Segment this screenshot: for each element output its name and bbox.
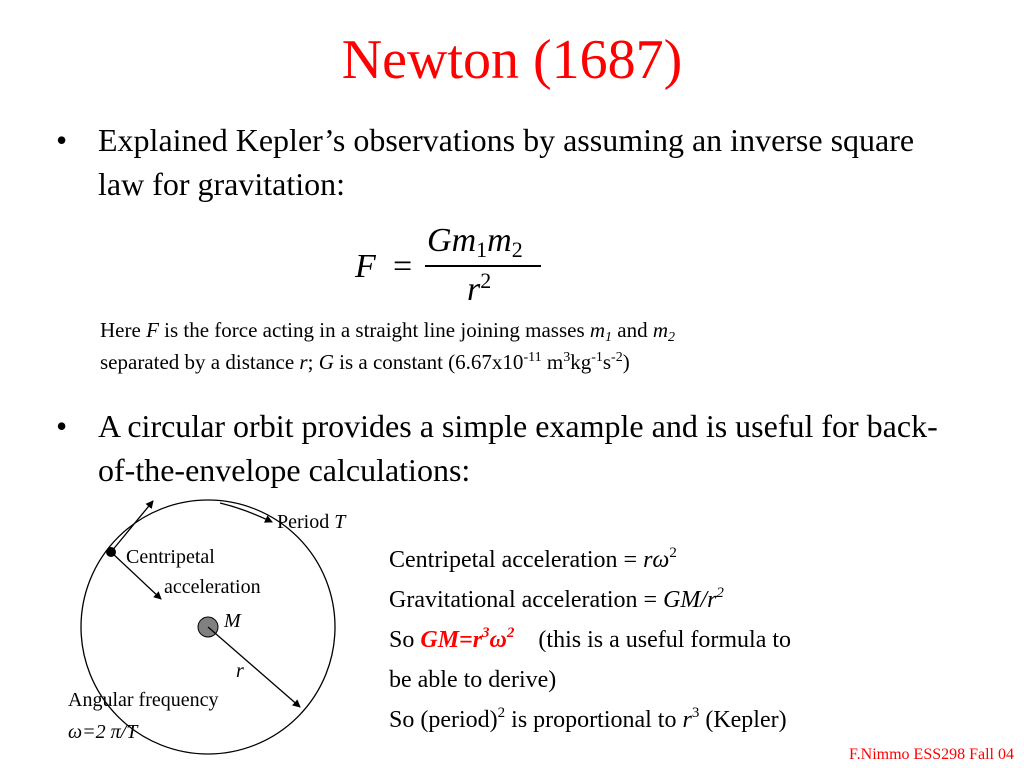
rel-text: So (period) bbox=[389, 707, 498, 733]
period-label bbox=[277, 511, 345, 533]
gm-formula-a: GM=r bbox=[420, 627, 483, 653]
bullet-symbol: • bbox=[56, 122, 68, 158]
rel-GM-r: GM/r bbox=[663, 587, 717, 613]
note-exp: -1 bbox=[591, 350, 603, 365]
note-exp: 3 bbox=[563, 350, 571, 365]
formula-numerator bbox=[427, 222, 523, 263]
circular-orbit-diagram bbox=[60, 495, 380, 755]
gm-formula-line bbox=[389, 620, 989, 660]
centripetal-acceleration-line bbox=[389, 540, 989, 580]
note-text: separated by a distance bbox=[100, 350, 300, 374]
formula-r-exp: 2 bbox=[480, 268, 492, 293]
note-text: is a constant (6.67x10 bbox=[333, 350, 524, 374]
radius-r: r bbox=[236, 660, 244, 682]
formula-equals: = bbox=[393, 248, 413, 285]
derive-line: be able to derive) bbox=[389, 667, 557, 693]
rel-text: So bbox=[389, 627, 421, 653]
note-var-r: r bbox=[299, 350, 308, 374]
note-text: and bbox=[612, 318, 653, 342]
note-var-m1: m bbox=[589, 318, 606, 342]
note-text: is the force acting in a straight line joining masses bbox=[158, 318, 590, 342]
rel-r: r bbox=[643, 547, 653, 573]
formula-sub1: 1 bbox=[476, 237, 488, 262]
rel-exp: 2 bbox=[497, 705, 506, 721]
omega-formula-label bbox=[68, 721, 137, 743]
gm-formula-omega: ω bbox=[489, 627, 507, 653]
slide-title: Newton (1687) bbox=[341, 29, 683, 91]
note-text: kg bbox=[570, 350, 592, 374]
bullet-text: A circular orbit provides a simple example and is useful for back-of-the-envelope calculations: bbox=[98, 408, 938, 488]
rel-text: (Kepler) bbox=[699, 707, 787, 733]
formula-G: G bbox=[427, 222, 452, 259]
rel-exp: 2 bbox=[716, 585, 724, 601]
radius-line bbox=[208, 627, 300, 707]
period-T: T bbox=[334, 511, 346, 533]
gravitation-formula bbox=[355, 222, 555, 312]
rel-text: Centripetal acceleration = bbox=[389, 547, 644, 573]
note-exp: -11 bbox=[523, 350, 542, 365]
mass-label bbox=[224, 610, 241, 632]
note-text: ; bbox=[307, 350, 319, 374]
orbit-svg bbox=[60, 495, 380, 755]
note-var-F: F bbox=[146, 318, 159, 342]
acceleration-label: acceleration bbox=[164, 576, 261, 598]
formula-explanation bbox=[100, 314, 920, 378]
formula-denominator bbox=[467, 268, 491, 309]
orbit-relations bbox=[389, 540, 989, 740]
bullet-circular-orbit bbox=[56, 404, 956, 494]
rel-omega: ω bbox=[652, 547, 670, 573]
gravitational-acceleration-line bbox=[389, 580, 989, 620]
note-sub: 1 bbox=[605, 330, 613, 345]
rel-exp: 2 bbox=[669, 545, 677, 561]
formula-sub2: 2 bbox=[511, 237, 523, 262]
note-text: ) bbox=[622, 350, 630, 374]
note-text: s bbox=[602, 350, 612, 374]
rel-text: is proportional to bbox=[505, 707, 683, 733]
formula-m2: m bbox=[487, 222, 512, 259]
omega-formula: ω=2 π/T bbox=[68, 721, 138, 743]
gm-formula-exp: 3 bbox=[482, 625, 490, 641]
note-var-m2: m bbox=[652, 318, 669, 342]
formula-force: F bbox=[355, 248, 376, 285]
velocity-arrow bbox=[111, 501, 153, 552]
gm-formula-exp: 2 bbox=[506, 625, 515, 641]
bullet-inverse-square bbox=[56, 118, 956, 208]
centripetal-label: Centripetal bbox=[126, 546, 215, 568]
note-sub: 2 bbox=[668, 330, 676, 345]
formula-m1: m bbox=[451, 222, 477, 259]
rel-exp: 3 bbox=[691, 705, 700, 721]
note-text: Here bbox=[100, 318, 147, 342]
radius-label bbox=[236, 660, 244, 682]
note-exp: -2 bbox=[611, 350, 623, 365]
fraction-bar bbox=[425, 265, 541, 267]
rel-text: (this is a useful formula to bbox=[514, 627, 792, 653]
bullet-symbol: • bbox=[56, 408, 68, 444]
rel-r: r bbox=[682, 707, 692, 733]
mass-M: M bbox=[224, 610, 241, 632]
period-text: Period bbox=[277, 511, 335, 533]
slide-footer: F.Nimmo ESS298 Fall 04 bbox=[849, 746, 1014, 763]
rel-text: Gravitational acceleration = bbox=[389, 587, 664, 613]
note-var-G: G bbox=[318, 350, 334, 374]
note-text: m bbox=[541, 350, 564, 374]
angular-frequency-label: Angular frequency bbox=[68, 689, 219, 711]
gm-formula-highlight bbox=[420, 627, 514, 653]
kepler-line bbox=[389, 700, 989, 740]
bullet-text: Explained Kepler’s observations by assuming an inverse square law for gravitation: bbox=[98, 122, 915, 202]
formula-r: r bbox=[467, 271, 481, 308]
